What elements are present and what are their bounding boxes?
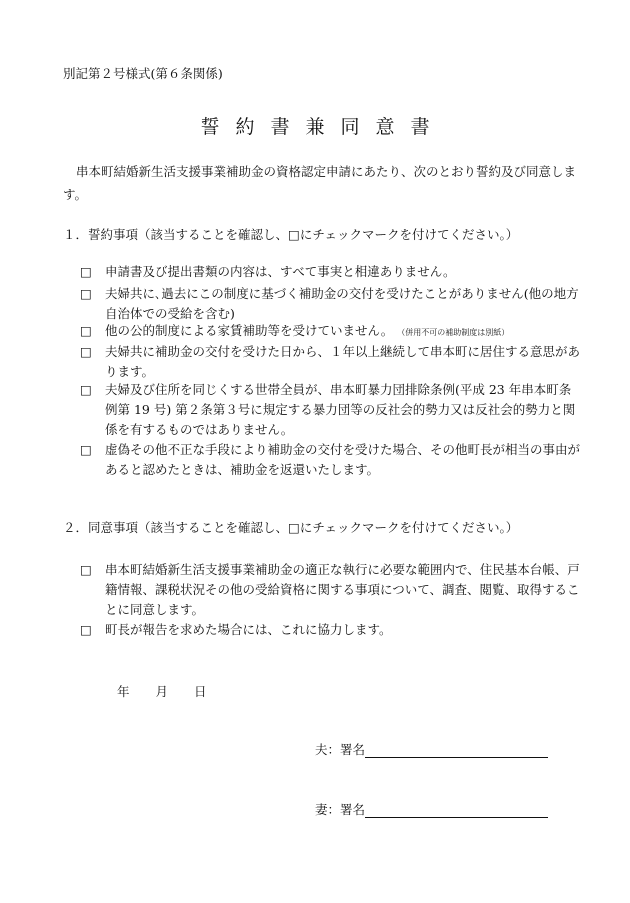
wife-signature — [315, 800, 548, 818]
pledge-text: 夫婦及び住所を同じくする世帯全員が、串本町暴力団排除条例(平成 23 年串本町条例第 19 号) 第２条第３号に規定する暴力団等の反社会的勢力又は反社会的勢力と関係を有するものではありません。 — [105, 382, 576, 437]
consent-text: 町長が報告を求めた場合には、これに協力します。 — [105, 622, 392, 637]
section1-heading-title: １．誓約事項 — [63, 227, 139, 242]
pledge-item-1 — [80, 262, 580, 282]
pledge-item-6 — [80, 440, 580, 480]
husband-signature-label: 夫：署名 — [315, 742, 366, 757]
consent-item-2 — [80, 620, 580, 640]
pledge-item-2 — [80, 284, 580, 324]
husband-signature-line[interactable] — [365, 743, 548, 758]
pledge-text: 他の公的制度による家賃補助等を受けていません。 — [105, 323, 394, 338]
pledge-item-3 — [80, 321, 580, 343]
pledge-text: 申請書及び提出書類の内容は、すべて事実と相違ありません。 — [105, 264, 456, 279]
date-line — [117, 682, 233, 700]
checkbox[interactable]: □ — [80, 323, 92, 338]
checkbox[interactable]: □ — [80, 562, 92, 577]
checkbox[interactable]: □ — [80, 622, 92, 637]
section1-heading-note: （該当することを確認し、□にチェックマークを付けてください。） — [138, 227, 519, 242]
pledge-text: 夫婦共に､過去にこの制度に基づく補助金の交付を受けたことがありません(他の地方自治体での受給を含む) — [105, 286, 579, 321]
date-year: 年 — [117, 684, 130, 699]
checkbox[interactable]: □ — [80, 442, 92, 457]
consent-text: 串本町結婚新生活支援事業補助金の適正な執行に必要な範囲内で、住民基本台帳、戸籍情報、課税状況その他の受給資格に関する事項について、調査、閲覧、取得することに同意します。 — [105, 562, 580, 617]
consent-item-1 — [80, 560, 580, 620]
section2-heading — [63, 518, 518, 536]
pledge-item-4 — [80, 342, 580, 382]
wife-signature-line[interactable] — [365, 803, 548, 818]
pledge-small-note: （併用不可の補助制度は別紙） — [401, 328, 510, 337]
wife-signature-label: 妻：署名 — [315, 802, 366, 817]
checkbox[interactable]: □ — [80, 286, 92, 301]
checkbox[interactable]: □ — [80, 264, 92, 279]
pledge-text: 夫婦共に補助金の交付を受けた日から、１年以上継続して串本町に居住する意思があります。 — [105, 344, 581, 379]
section2-heading-note: （該当することを確認し、□にチェックマークを付けてください。） — [138, 520, 519, 535]
form-label: 別記第２号様式(第６条関係) — [63, 66, 223, 81]
date-month: 月 — [155, 684, 169, 699]
document-title: 誓約書兼同意書 — [200, 116, 446, 138]
pledge-text: 虚偽その他不正な手段により補助金の交付を受けた場合、その他町長が相当の事由があると認めたときは、補助金を返還いたします。 — [105, 442, 581, 477]
checkbox[interactable]: □ — [80, 344, 92, 359]
section2-heading-title: ２．同意事項 — [63, 520, 139, 535]
date-day: 日 — [194, 684, 207, 699]
husband-signature — [315, 740, 548, 758]
pledge-item-5 — [80, 380, 580, 440]
section1-heading — [63, 225, 518, 243]
intro-paragraph: 串本町結婚新生活支援事業補助金の資格認定申請にあたり、次のとおり誓約及び同意します。 — [63, 164, 577, 202]
pledge-text-wrapper — [105, 321, 580, 343]
checkbox[interactable]: □ — [80, 382, 92, 397]
